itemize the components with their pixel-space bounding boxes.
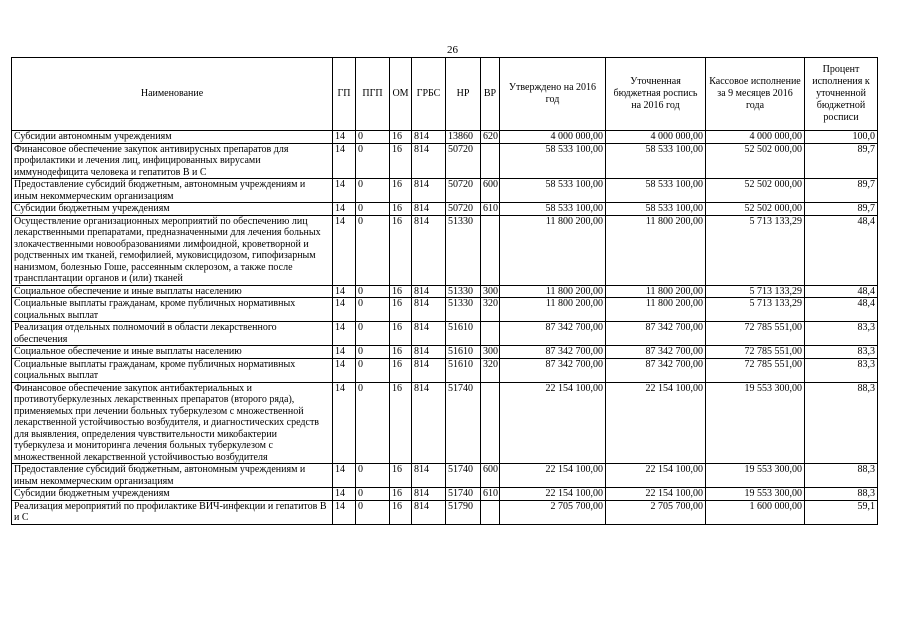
row-nr-cell: 51740: [446, 488, 481, 501]
row-name-cell: Субсидии бюджетным учреждениям: [12, 488, 333, 501]
row-om-cell: 16: [390, 131, 412, 144]
row-om-cell: 16: [390, 488, 412, 501]
row-percent-cell: 89,7: [805, 179, 878, 203]
row-refined-cell: 11 800 200,00: [606, 285, 706, 298]
row-gp-cell: 14: [333, 488, 356, 501]
row-percent-cell: 83,3: [805, 346, 878, 359]
row-refined-cell: 58 533 100,00: [606, 179, 706, 203]
row-percent-cell: 48,4: [805, 215, 878, 285]
header-cash: Кассовое исполнение за 9 месяцев 2016 года: [706, 58, 805, 131]
row-name-cell: Социальное обеспечение и иные выплаты населению: [12, 285, 333, 298]
row-name-cell: Финансовое обеспечение закупок антибактериальных и противотуберкулезных лекарственных препаратов (второго ряда), применяемых при лечении больных туберкулезом с множественной лекарственной устойчивостью возбудителя, и диагностических средств для выявления, определения чувствительности микобактерии туберкулеза и мониторинга лечения больных туберкулезом с множественной лекарственной устойчивостью возбудителя: [12, 382, 333, 464]
row-cash-cell: 4 000 000,00: [706, 131, 805, 144]
row-gp-cell: 14: [333, 500, 356, 524]
row-approved-cell: 11 800 200,00: [500, 285, 606, 298]
row-approved-cell: 58 533 100,00: [500, 203, 606, 216]
row-gp-cell: 14: [333, 322, 356, 346]
row-pgp-cell: 0: [356, 285, 390, 298]
row-gp-cell: 14: [333, 346, 356, 359]
row-refined-cell: 87 342 700,00: [606, 346, 706, 359]
table-row: [12, 322, 878, 346]
row-cash-cell: 52 502 000,00: [706, 203, 805, 216]
row-grbs-cell: 814: [412, 464, 446, 488]
row-grbs-cell: 814: [412, 488, 446, 501]
row-om-cell: 16: [390, 358, 412, 382]
row-nr-cell: 51790: [446, 500, 481, 524]
header-vr: ВР: [481, 58, 500, 131]
row-pgp-cell: 0: [356, 382, 390, 464]
row-name-cell: Социальное обеспечение и иные выплаты населению: [12, 346, 333, 359]
row-om-cell: 16: [390, 285, 412, 298]
row-nr-cell: 51330: [446, 215, 481, 285]
row-vr-cell: 610: [481, 488, 500, 501]
row-approved-cell: 11 800 200,00: [500, 215, 606, 285]
row-name-cell: Предоставление субсидий бюджетным, автономным учреждениям и иным некоммерческим организациям: [12, 179, 333, 203]
row-name-cell: Субсидии автономным учреждениям: [12, 131, 333, 144]
row-gp-cell: 14: [333, 358, 356, 382]
row-grbs-cell: 814: [412, 131, 446, 144]
row-gp-cell: 14: [333, 382, 356, 464]
table-row: [12, 298, 878, 322]
row-cash-cell: 72 785 551,00: [706, 346, 805, 359]
row-approved-cell: 4 000 000,00: [500, 131, 606, 144]
row-gp-cell: 14: [333, 464, 356, 488]
row-percent-cell: 88,3: [805, 382, 878, 464]
row-pgp-cell: 0: [356, 143, 390, 179]
row-vr-cell: 600: [481, 179, 500, 203]
row-nr-cell: 50720: [446, 143, 481, 179]
row-cash-cell: 52 502 000,00: [706, 179, 805, 203]
row-pgp-cell: 0: [356, 179, 390, 203]
row-gp-cell: 14: [333, 285, 356, 298]
row-grbs-cell: 814: [412, 358, 446, 382]
row-name-cell: Предоставление субсидий бюджетным, автономным учреждениям и иным некоммерческим организациям: [12, 464, 333, 488]
row-grbs-cell: 814: [412, 500, 446, 524]
row-gp-cell: 14: [333, 143, 356, 179]
header-percent: Процент исполнения к уточненной бюджетной росписи: [805, 58, 878, 131]
header-gp: ГП: [333, 58, 356, 131]
header-pgp: ПГП: [356, 58, 390, 131]
row-cash-cell: 19 553 300,00: [706, 382, 805, 464]
row-grbs-cell: 814: [412, 215, 446, 285]
row-percent-cell: 48,4: [805, 285, 878, 298]
table-row: [12, 131, 878, 144]
row-cash-cell: 1 600 000,00: [706, 500, 805, 524]
row-vr-cell: [481, 500, 500, 524]
row-cash-cell: 72 785 551,00: [706, 322, 805, 346]
header-om: ОМ: [390, 58, 412, 131]
row-pgp-cell: 0: [356, 464, 390, 488]
row-refined-cell: 87 342 700,00: [606, 322, 706, 346]
row-percent-cell: 88,3: [805, 488, 878, 501]
row-name-cell: Социальные выплаты гражданам, кроме публичных нормативных социальных выплат: [12, 358, 333, 382]
row-cash-cell: 19 553 300,00: [706, 488, 805, 501]
budget-table: [11, 57, 878, 525]
row-grbs-cell: 814: [412, 203, 446, 216]
row-gp-cell: 14: [333, 203, 356, 216]
table-row: [12, 500, 878, 524]
row-gp-cell: 14: [333, 298, 356, 322]
row-name-cell: Осуществление организационных мероприятий по обеспечению лиц лекарственными препаратами, предназначенными для лечения больных злокачественными новообразованиями лимфоидной, кроветворной и родственных им тканей, гемофилией, муковисцидозом, гипофизарным нанизмом, болезнью Гоше, рассеянным склерозом, а также после трансплантации органов и (или) тканей: [12, 215, 333, 285]
row-nr-cell: 51740: [446, 382, 481, 464]
row-om-cell: 16: [390, 203, 412, 216]
row-percent-cell: 59,1: [805, 500, 878, 524]
row-name-cell: Реализация мероприятий по профилактике ВИЧ-инфекции и гепатитов В и С: [12, 500, 333, 524]
row-name-cell: Социальные выплаты гражданам, кроме публичных нормативных социальных выплат: [12, 298, 333, 322]
row-om-cell: 16: [390, 322, 412, 346]
row-vr-cell: 600: [481, 464, 500, 488]
row-percent-cell: 83,3: [805, 358, 878, 382]
row-om-cell: 16: [390, 346, 412, 359]
table-row: [12, 179, 878, 203]
row-pgp-cell: 0: [356, 358, 390, 382]
row-om-cell: 16: [390, 382, 412, 464]
row-grbs-cell: 814: [412, 143, 446, 179]
row-grbs-cell: 814: [412, 322, 446, 346]
row-vr-cell: 320: [481, 358, 500, 382]
table-row: [12, 346, 878, 359]
header-nr: НР: [446, 58, 481, 131]
row-approved-cell: 22 154 100,00: [500, 488, 606, 501]
row-approved-cell: 87 342 700,00: [500, 322, 606, 346]
row-vr-cell: 320: [481, 298, 500, 322]
row-nr-cell: 51610: [446, 358, 481, 382]
page-number: 26: [447, 44, 458, 56]
row-cash-cell: 72 785 551,00: [706, 358, 805, 382]
table-row: [12, 203, 878, 216]
table-row: [12, 215, 878, 285]
row-pgp-cell: 0: [356, 298, 390, 322]
row-percent-cell: 48,4: [805, 298, 878, 322]
row-pgp-cell: 0: [356, 500, 390, 524]
row-om-cell: 16: [390, 500, 412, 524]
row-gp-cell: 14: [333, 179, 356, 203]
row-vr-cell: [481, 143, 500, 179]
table-row: [12, 488, 878, 501]
row-vr-cell: [481, 215, 500, 285]
row-nr-cell: 50720: [446, 179, 481, 203]
row-refined-cell: 22 154 100,00: [606, 488, 706, 501]
row-cash-cell: 5 713 133,29: [706, 298, 805, 322]
row-pgp-cell: 0: [356, 203, 390, 216]
row-pgp-cell: 0: [356, 346, 390, 359]
table-row: [12, 464, 878, 488]
header-row: [12, 58, 878, 131]
table-row: [12, 285, 878, 298]
row-refined-cell: 2 705 700,00: [606, 500, 706, 524]
row-grbs-cell: 814: [412, 285, 446, 298]
row-nr-cell: 50720: [446, 203, 481, 216]
row-refined-cell: 22 154 100,00: [606, 382, 706, 464]
row-nr-cell: 51610: [446, 346, 481, 359]
row-nr-cell: 51610: [446, 322, 481, 346]
row-refined-cell: 22 154 100,00: [606, 464, 706, 488]
row-name-cell: Финансовое обеспечение закупок антивирусных препаратов для профилактики и лечения лиц, инфицированных вирусами иммунодефицита человека и гепатитов В и С: [12, 143, 333, 179]
row-grbs-cell: 814: [412, 179, 446, 203]
row-vr-cell: [481, 382, 500, 464]
row-approved-cell: 87 342 700,00: [500, 358, 606, 382]
row-name-cell: Субсидии бюджетным учреждениям: [12, 203, 333, 216]
row-refined-cell: 87 342 700,00: [606, 358, 706, 382]
row-percent-cell: 89,7: [805, 203, 878, 216]
row-vr-cell: [481, 322, 500, 346]
row-name-cell: Реализация отдельных полномочий в области лекарственного обеспечения: [12, 322, 333, 346]
row-grbs-cell: 814: [412, 382, 446, 464]
row-cash-cell: 5 713 133,29: [706, 285, 805, 298]
row-om-cell: 16: [390, 464, 412, 488]
row-approved-cell: 87 342 700,00: [500, 346, 606, 359]
row-om-cell: 16: [390, 179, 412, 203]
row-refined-cell: 58 533 100,00: [606, 203, 706, 216]
header-grbs: ГРБС: [412, 58, 446, 131]
row-approved-cell: 22 154 100,00: [500, 382, 606, 464]
row-approved-cell: 58 533 100,00: [500, 179, 606, 203]
row-gp-cell: 14: [333, 215, 356, 285]
table-row: [12, 382, 878, 464]
row-nr-cell: 13860: [446, 131, 481, 144]
row-percent-cell: 88,3: [805, 464, 878, 488]
row-pgp-cell: 0: [356, 488, 390, 501]
row-grbs-cell: 814: [412, 346, 446, 359]
row-om-cell: 16: [390, 298, 412, 322]
row-pgp-cell: 0: [356, 322, 390, 346]
row-refined-cell: 11 800 200,00: [606, 215, 706, 285]
row-grbs-cell: 814: [412, 298, 446, 322]
row-om-cell: 16: [390, 215, 412, 285]
row-pgp-cell: 0: [356, 215, 390, 285]
row-approved-cell: 2 705 700,00: [500, 500, 606, 524]
row-cash-cell: 5 713 133,29: [706, 215, 805, 285]
row-vr-cell: 610: [481, 203, 500, 216]
row-om-cell: 16: [390, 143, 412, 179]
table-row: [12, 143, 878, 179]
row-approved-cell: 22 154 100,00: [500, 464, 606, 488]
table-row: [12, 358, 878, 382]
row-nr-cell: 51740: [446, 464, 481, 488]
header-name: Наименование: [12, 58, 333, 131]
row-refined-cell: 4 000 000,00: [606, 131, 706, 144]
row-vr-cell: 620: [481, 131, 500, 144]
row-percent-cell: 83,3: [805, 322, 878, 346]
row-nr-cell: 51330: [446, 285, 481, 298]
row-refined-cell: 58 533 100,00: [606, 143, 706, 179]
row-approved-cell: 11 800 200,00: [500, 298, 606, 322]
row-percent-cell: 89,7: [805, 143, 878, 179]
row-nr-cell: 51330: [446, 298, 481, 322]
row-vr-cell: 300: [481, 346, 500, 359]
row-gp-cell: 14: [333, 131, 356, 144]
row-pgp-cell: 0: [356, 131, 390, 144]
row-approved-cell: 58 533 100,00: [500, 143, 606, 179]
header-approved: Утверждено на 2016 год: [500, 58, 606, 131]
row-refined-cell: 11 800 200,00: [606, 298, 706, 322]
row-vr-cell: 300: [481, 285, 500, 298]
header-refined: Уточненная бюджетная роспись на 2016 год: [606, 58, 706, 131]
row-percent-cell: 100,0: [805, 131, 878, 144]
row-cash-cell: 19 553 300,00: [706, 464, 805, 488]
row-cash-cell: 52 502 000,00: [706, 143, 805, 179]
